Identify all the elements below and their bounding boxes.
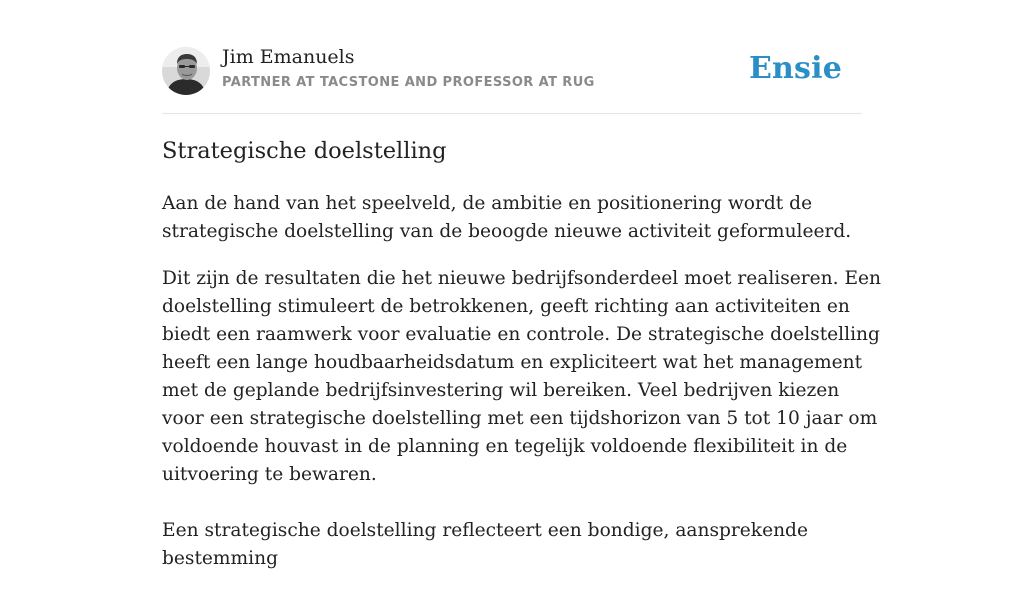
author-header xyxy=(162,0,862,114)
article-paragraph: Aan de hand van het speelveld, de ambitie en positionering wordt de strategische doelstelling van de beoogde nieuwe activiteit geformuleerd. xyxy=(162,193,852,242)
brand-logo[interactable]: Ensie xyxy=(748,51,842,86)
article-paragraph: Een strategische doelstelling reflecteert een bondige, aansprekende bestemming xyxy=(162,520,808,569)
article-body xyxy=(162,190,882,592)
avatar-portrait-icon xyxy=(162,47,210,95)
article-title: Strategische doelstelling xyxy=(162,138,447,164)
author-avatar[interactable] xyxy=(162,47,210,95)
article-page xyxy=(162,0,882,569)
article-paragraph: Dit zijn de resultaten die het nieuwe bedrijfsonderdeel moet realiseren. Een doelstelling stimuleert de betrokkenen, geeft richting aan activiteiten en biedt een raamwerk voor evaluatie en controle. De strategische doelstelling heeft een lange houdbaarheidsdatum en expliciteert wat het management met de geplande bedrijfsinvestering wil bereiken. Veel bedrijven kiezen voor een strategische doelstelling met een tijdshorizon van 5 tot 10 jaar om voldoende houvast in de planning en tegelijk voldoende flexibiliteit in de uitvoering te bewaren. xyxy=(162,268,882,485)
author-role: PARTNER AT TACSTONE AND PROFESSOR AT RUG xyxy=(222,75,595,90)
author-name[interactable]: Jim Emanuels xyxy=(222,46,355,68)
